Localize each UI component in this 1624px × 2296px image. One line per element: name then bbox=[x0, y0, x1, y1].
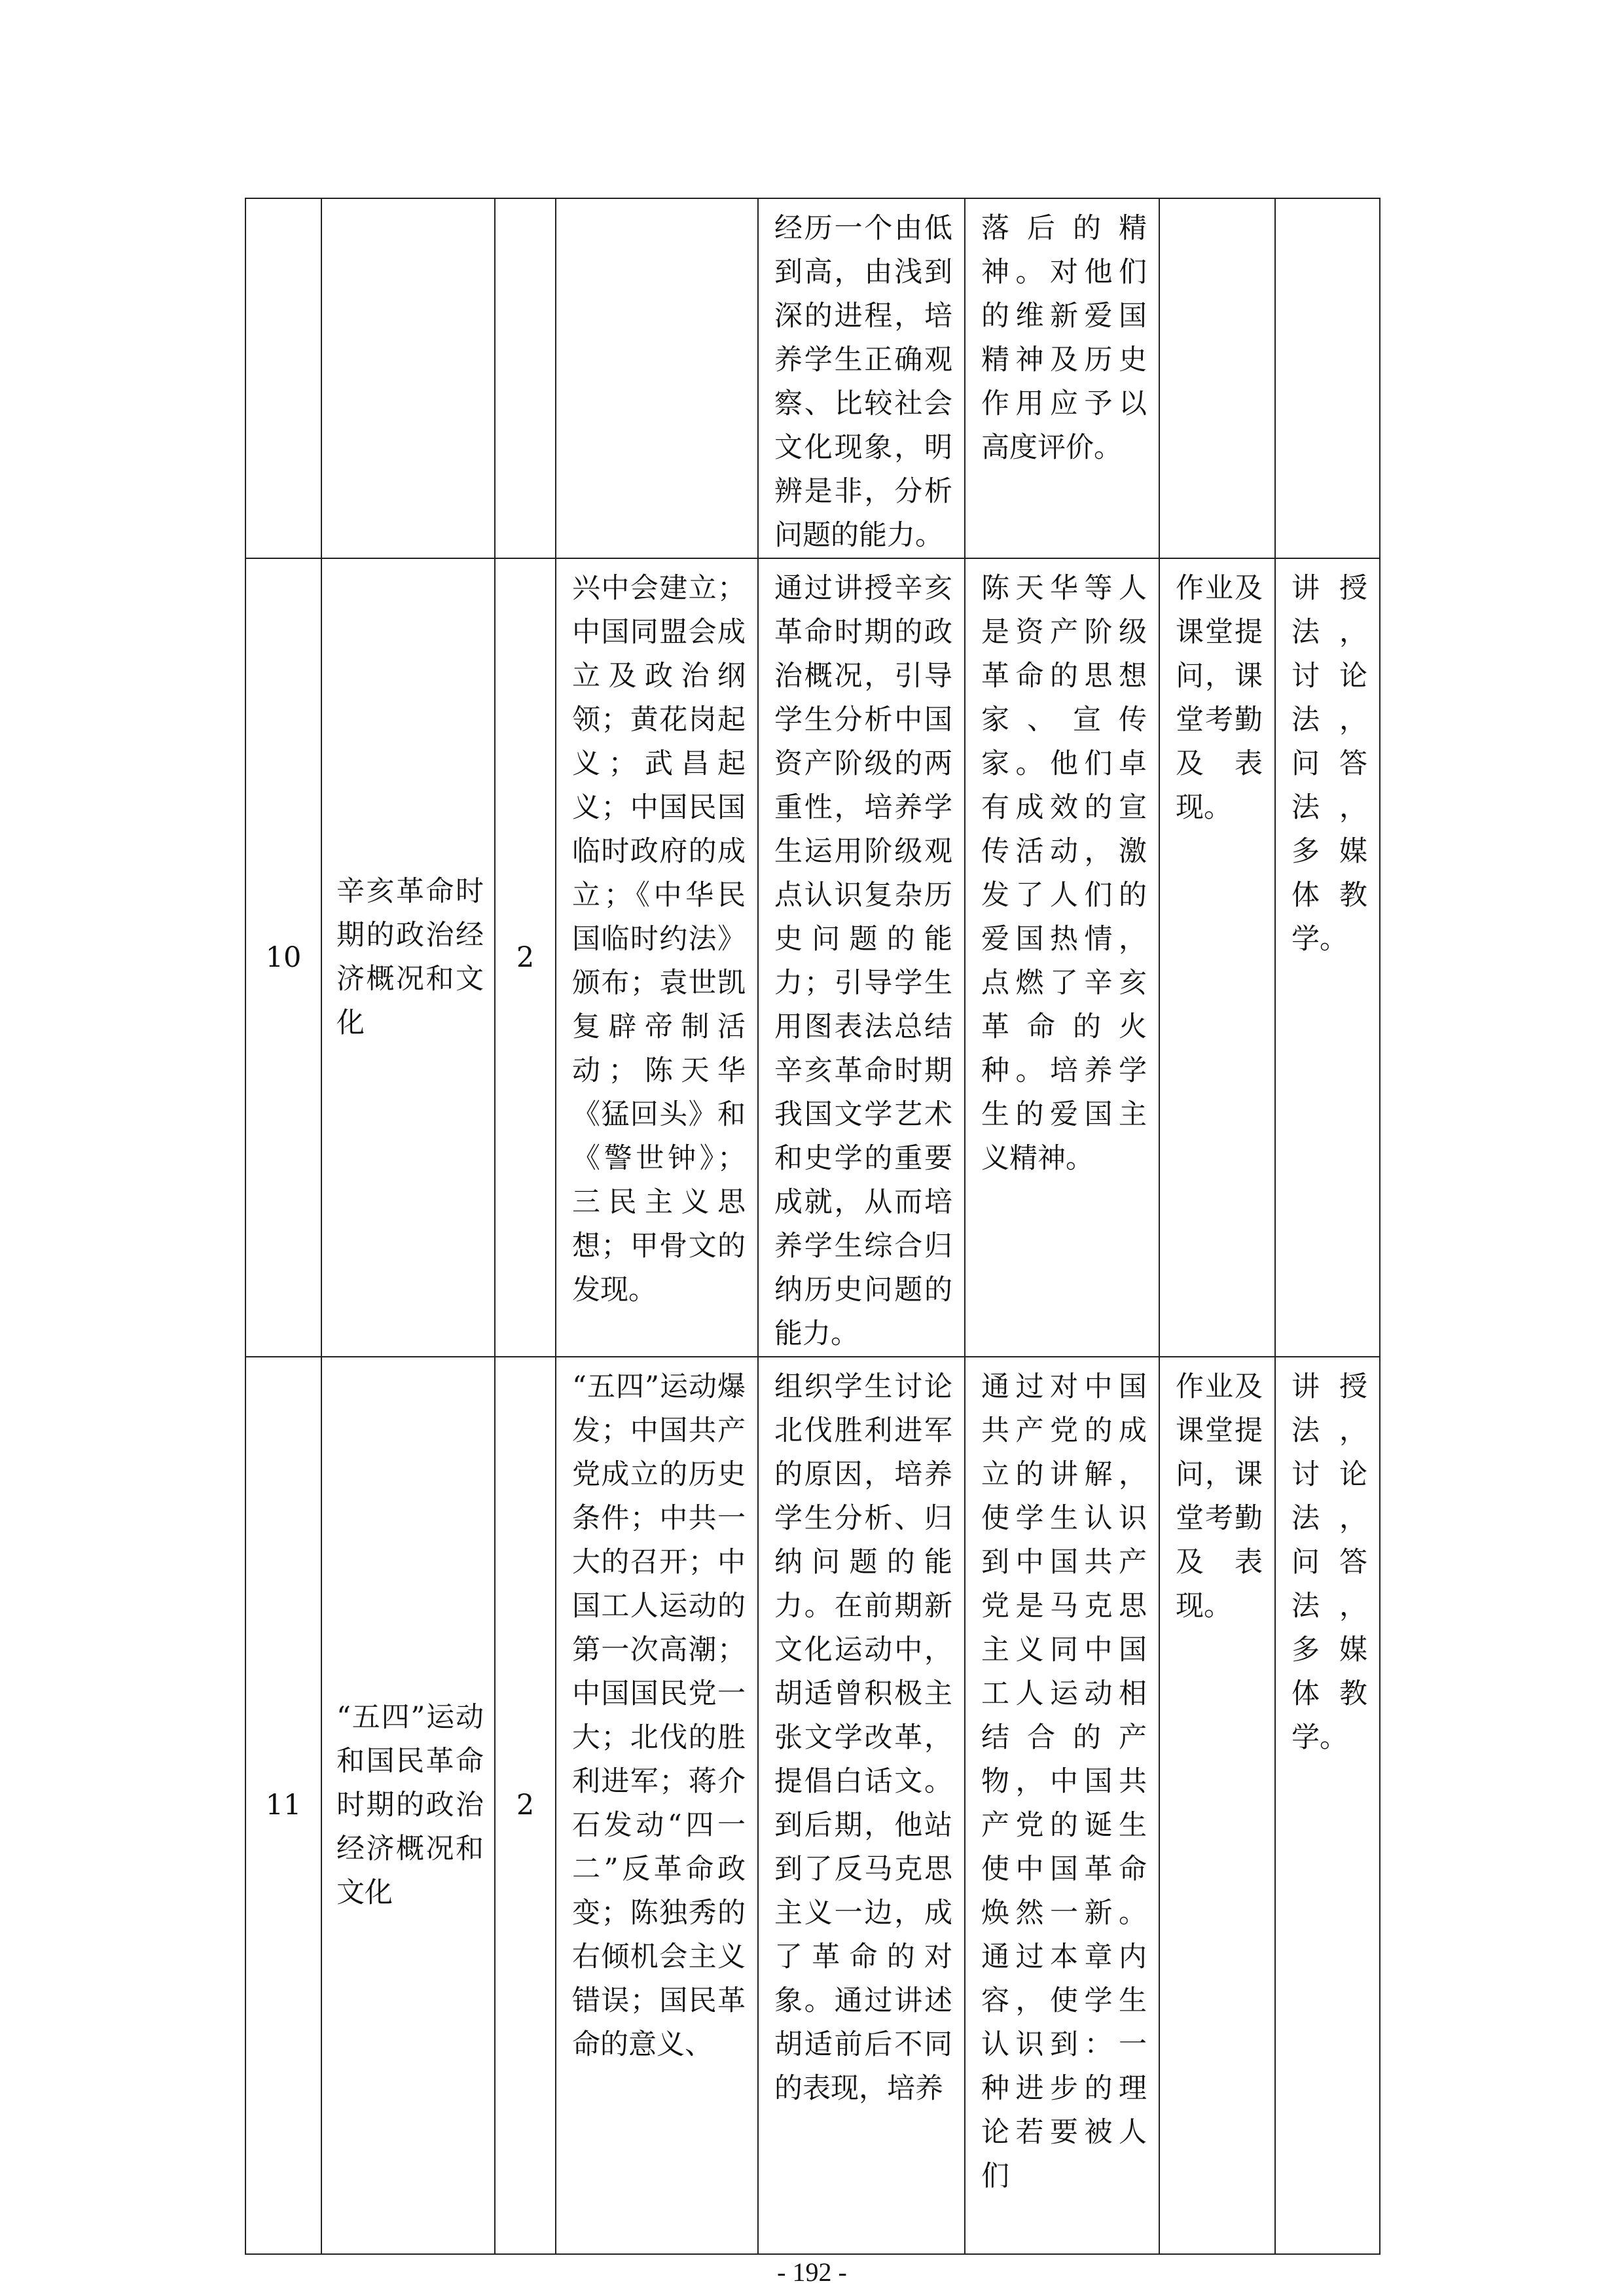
lesson-method-cell bbox=[1275, 198, 1380, 558]
lesson-number-cell: 11 bbox=[245, 1357, 321, 2254]
lesson-title-cell: “五四”运动和国民革命时期的政治经济概况和文化 bbox=[321, 1357, 495, 2254]
lesson-hours-cell: 2 bbox=[495, 558, 556, 1357]
lesson-hours-cell: 2 bbox=[495, 1357, 556, 2254]
lesson-assessment-cell: 作业及课堂提问，课堂考勤及 表现。 bbox=[1159, 558, 1275, 1357]
table-row bbox=[245, 558, 1380, 1357]
lesson-number-cell: 10 bbox=[245, 558, 321, 1357]
lesson-number-cell bbox=[245, 198, 321, 558]
table-row bbox=[245, 198, 1380, 558]
lesson-content-cell: “五四”运动爆发；中国共产党成立的历史条件；中共一大的召开；中国工人运动的第一次高潮；中国国民党一大；北伐的胜利进军；蒋介石发动“四一二”反革命政变；陈独秀的右倾机会主义错误；国民革命的意义、 bbox=[556, 1357, 758, 2254]
lesson-method-cell: 讲授法，讨论法，问答法，多媒体教学。 bbox=[1275, 1357, 1380, 2254]
lesson-hours-cell bbox=[495, 198, 556, 558]
table-row bbox=[245, 1357, 1380, 2254]
lesson-ideology-cell: 陈天华等人是资产阶级革命的思想家、宣传家。他们卓有成效的宣传活动，激发了人们的爱国热情，点燃了辛亥革命的火种。培养学生的爱国主义精神。 bbox=[965, 558, 1159, 1357]
lesson-title-cell: 辛亥革命时期的政治经济概况和文化 bbox=[321, 558, 495, 1357]
lesson-goal-cell: 经历一个由低到高，由浅到深的进程，培养学生正确观察、比较社会文化现象，明辨是非，分析问题的能力。 bbox=[758, 198, 965, 558]
page-number: - 192 - bbox=[777, 2257, 847, 2287]
lesson-assessment-cell: 作业及课堂提问，课堂考勤及 表现。 bbox=[1159, 1357, 1275, 2254]
lesson-ideology-cell: 落后的精神。对他们的维新爱国精神及历史作用应予以高度评价。 bbox=[965, 198, 1159, 558]
lesson-goal-cell: 通过讲授辛亥革命时期的政治概况，引导学生分析中国资产阶级的两重性，培养学生运用阶级观点认识复杂历史问题的能力；引导学生用图表法总结辛亥革命时期我国文学艺术和史学的重要成就，从而培养学生综合归纳历史问题的能力。 bbox=[758, 558, 965, 1357]
lesson-title-cell bbox=[321, 198, 495, 558]
lesson-content-cell bbox=[556, 198, 758, 558]
lesson-method-cell: 讲授法，讨论法，问答法，多媒体教学。 bbox=[1275, 558, 1380, 1357]
lesson-goal-cell: 组织学生讨论北伐胜利进军的原因，培养学生分析、归纳问题的能力。在前期新文化运动中，胡适曾积极主张文学改革，提倡白话文。到后期，他站到了反马克思主义一边，成了革命的对象。通过讲述胡适前后不同的表现，培养 bbox=[758, 1357, 965, 2254]
lesson-assessment-cell bbox=[1159, 198, 1275, 558]
syllabus-table bbox=[245, 198, 1380, 2255]
lesson-content-cell: 兴中会建立；中国同盟会成立及政治纲领；黄花岗起义；武昌起义；中国民国临时政府的成立；《中华民国临时约法》颁布；袁世凯复辟帝制活动；陈天华《猛回头》和《警世钟》；三民主义思想；甲骨文的发现。 bbox=[556, 558, 758, 1357]
lesson-ideology-cell: 通过对中国共产党的成立的讲解，使学生认识到中国共产党是马克思主义同中国工人运动相结合的产物，中国共产党的诞生使中国革命焕然一新。通过本章内容，使学生认识到：一种进步的理论若要被人们 bbox=[965, 1357, 1159, 2254]
